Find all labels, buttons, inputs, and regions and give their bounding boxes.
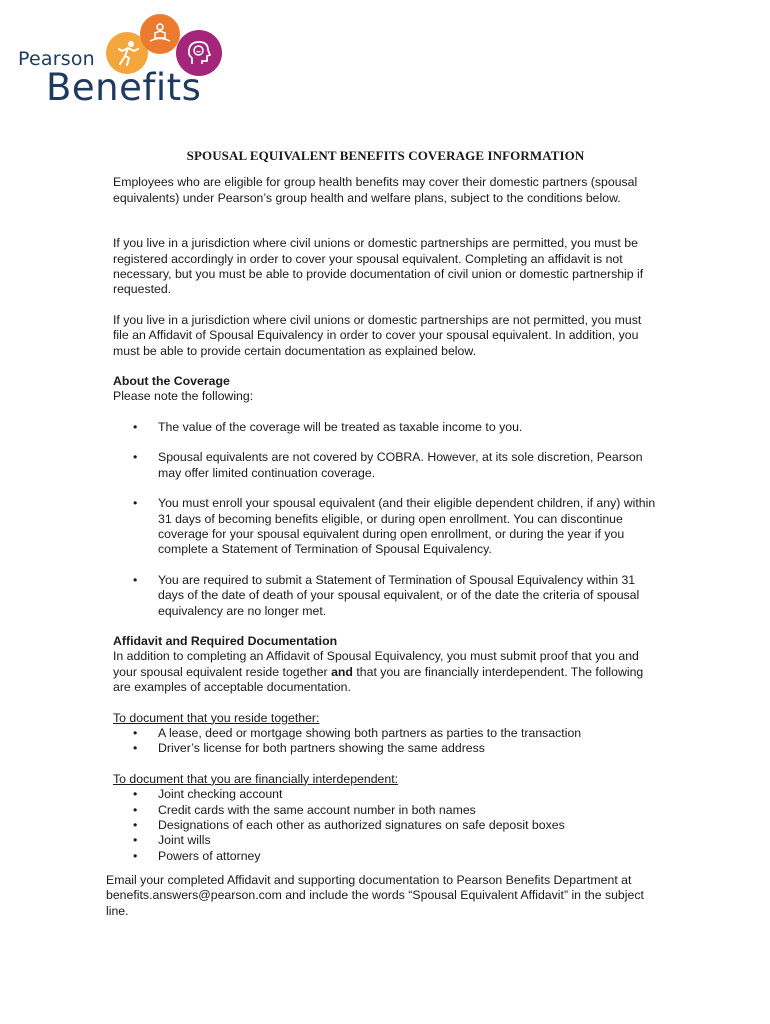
- coverage-heading: About the Coverage: [113, 374, 230, 389]
- affidavit-paragraph: In addition to completing an Affidavit of Spousal Equivalency, you must submit proof that you and your spousal equivalent reside together and that you are financially interdependent. The following are examples of acceptable documentation.: [113, 649, 644, 695]
- not-permitted-jurisdiction-paragraph: If you live in a jurisdiction where civil unions or domestic partnerships are not permitted, you must file an Affidavit of Spousal Equivalency in order to cover your spousal equivalent. In addition, you must be able to provide certain documentation as explained below.: [113, 312, 642, 358]
- bullet-icon: •: [133, 496, 138, 511]
- bullet-icon: •: [133, 725, 138, 740]
- coverage-lead: Please note the following:: [113, 389, 254, 404]
- bullet-icon: •: [133, 802, 138, 817]
- list-item: • A lease, deed or mortgage showing both partners as parties to the transaction: [133, 725, 582, 740]
- list-item: • Spousal equivalents are not covered by COBRA. However, at its sole discretion, Pearson may offer limited continuation coverage.: [133, 450, 643, 480]
- bullet-icon: •: [133, 787, 138, 802]
- list-item: • Driver’s license for both partners showing the same address: [133, 741, 485, 756]
- list-item: • The value of the coverage will be treated as taxable income to you.: [133, 419, 523, 434]
- intro-paragraph: Employees who are eligible for group health benefits may cover their domestic partners (spousal equivalents) under Pearson’s group health and welfare plans, subject to the conditions below.: [113, 175, 638, 205]
- list-item: • You must enroll your spousal equivalent (and their eligible dependent children, if any) within 31 days of becoming benefits eligible, or during open enrollment. You can discontinue coverage for your spousal equivalent during open enrollment, or during the year if you complete a Statement of Termination of Spousal Equivalency.: [133, 496, 656, 557]
- reside-heading: To document that you reside together:: [113, 710, 320, 725]
- financial-list: [113, 787, 658, 864]
- logo-benefits-text: Benefits: [46, 66, 202, 109]
- coverage-list: [113, 420, 658, 619]
- list-item: • Credit cards with the same account number in both names: [133, 802, 476, 817]
- closing-paragraph: Email your completed Affidavit and supporting documentation to Pearson Benefits Department at benefits.answers@pearson.com and include the words “Spousal Equivalent Affidavit” in the subject line.: [106, 873, 644, 918]
- list-item: • Joint checking account: [133, 787, 283, 802]
- reside-list: [113, 726, 658, 757]
- page-title: SPOUSAL EQUIVALENT BENEFITS COVERAGE INFORMATION: [186, 148, 585, 163]
- bullet-icon: •: [133, 572, 138, 587]
- list-item: • Powers of attorney: [133, 848, 261, 863]
- bullet-icon: •: [133, 741, 138, 756]
- list-item: • Designations of each other as authorized signatures on safe deposit boxes: [133, 818, 565, 832]
- permitted-jurisdiction-paragraph: If you live in a jurisdiction where civil unions or domestic partnerships are permitted, you must be registered accordingly in order to cover your spousal equivalent. Completing an affidavit is not necessary, but you must be able to provide documentation of civil union or domestic partnership if requested.: [113, 236, 644, 297]
- pearson-benefits-logo: [14, 12, 224, 107]
- bullet-icon: •: [133, 833, 138, 848]
- bullet-icon: •: [133, 450, 138, 465]
- bullet-icon: •: [133, 818, 138, 832]
- document-body: [113, 148, 658, 864]
- affidavit-heading: Affidavit and Required Documentation: [113, 633, 338, 648]
- bullet-icon: •: [133, 419, 138, 434]
- meditation-icon: [140, 14, 180, 54]
- list-item: • Joint wills: [133, 833, 211, 848]
- bullet-icon: •: [133, 848, 138, 863]
- logo-pearson-text: Pearson: [18, 48, 95, 70]
- list-item: • You are required to submit a Statement of Termination of Spousal Equivalency within 31 days of the date of death of your spousal equivalent, or of the date the criteria of spousal equivalency are no longer met.: [133, 572, 640, 618]
- financial-heading: To document that you are financially interdependent:: [113, 771, 399, 786]
